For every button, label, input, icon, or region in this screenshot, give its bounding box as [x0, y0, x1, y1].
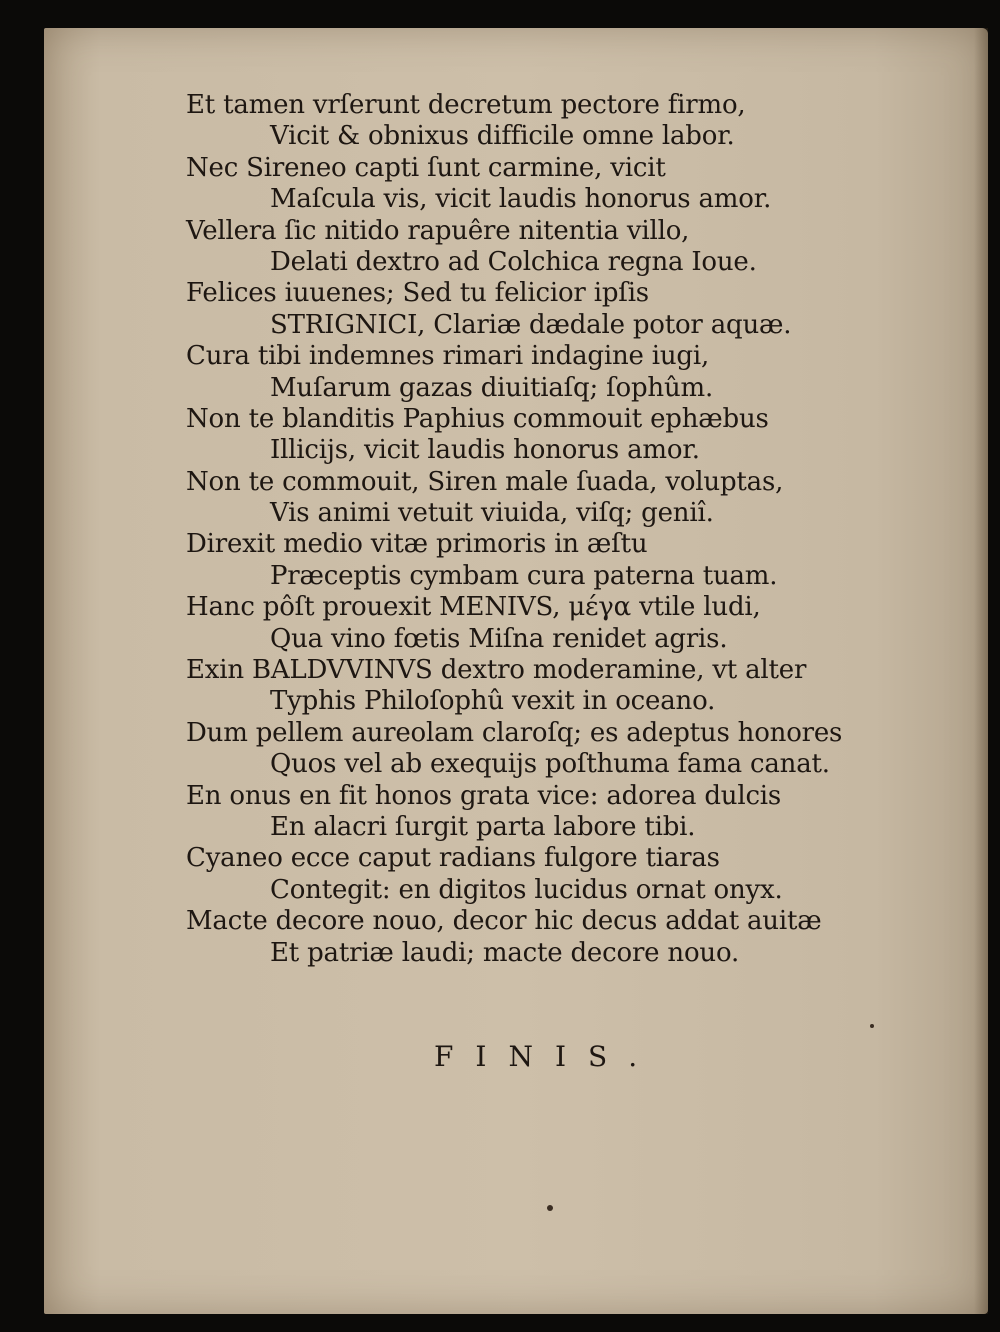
verse-line-4: Maſcula vis, vicit laudis honorus amor.	[270, 184, 772, 215]
verse-line-15: Direxit medio vitæ primoris in æſtu	[186, 529, 648, 560]
verse-line-20: Typhis Philoſophû vexit in oceano.	[270, 686, 716, 717]
verse-line-8: STRIGNICI, Clariæ dædale potor aquæ.	[270, 309, 792, 340]
verse-line-24: En alacri ſurgit parta labore tibi.	[270, 811, 696, 842]
verse-line-25: Cyaneo ecce caput radians fulgore tiaras	[186, 843, 720, 874]
verse-line-7: Felices iuuenes; Sed tu felicior ipſis	[186, 278, 649, 309]
verse-line-18: Qua vino fœtis Miſna renidet agris.	[270, 623, 728, 654]
verse-line-14: Vis animi vetuit viuida, viſq; geniî.	[270, 498, 714, 529]
verse-line-9: Cura tibi indemnes rimari indagine iugi,	[186, 341, 710, 372]
verse-line-5: Vellera ſic nitido rapuêre nitentia villo,	[186, 215, 690, 246]
verse-line-26: Contegit: en digitos lucidus ornat onyx.	[270, 874, 783, 905]
ink-speck-mark	[547, 1205, 553, 1211]
verse-line-10: Muſarum gazas diuitiaſq; ſophûm.	[270, 372, 714, 403]
ink-speck-mark	[870, 1024, 874, 1028]
verse-line-27: Macte decore nouo, decor hic decus addat auitæ	[186, 906, 822, 937]
verse-line-2: Vicit & obnixus difficile omne labor.	[270, 121, 735, 152]
verse-line-13: Non te commouit, Siren male ſuada, voluptas,	[186, 466, 784, 497]
book-page	[44, 28, 988, 1314]
verse-line-6: Delati dextro ad Colchica regna Ioue.	[270, 246, 757, 277]
verse-line-17: Hanc pôſt prouexit MENIVS, μέγα vtile ludi,	[186, 592, 761, 623]
poem-text	[186, 90, 886, 969]
page-edge-shadow	[974, 28, 988, 1314]
verse-line-21: Dum pellem aureolam claroſq; es adeptus honores	[186, 717, 843, 748]
verse-line-28: Et patriæ laudi; macte decore nouo.	[270, 937, 740, 968]
verse-line-22: Quos vel ab exequijs poſthuma fama canat.	[270, 749, 830, 780]
verse-line-12: Illicijs, vicit laudis honorus amor.	[270, 435, 700, 466]
verse-line-16: Præceptis cymbam cura paterna tuam.	[270, 560, 778, 591]
verse-line-23: En onus en fit honos grata vice: adorea dulcis	[186, 780, 782, 811]
verse-line-3: Nec Sireneo capti ſunt carmine, vicit	[186, 152, 666, 183]
verse-line-11: Non te blanditis Paphius commouit ephæbus	[186, 403, 769, 434]
verse-line-1: Et tamen vrſerunt decretum pectore firmo,	[186, 90, 746, 120]
verse-line-19: Exin BALDVVINVS dextro moderamine, vt alter	[186, 655, 807, 686]
finis-colophon: FINIS.	[434, 1040, 660, 1073]
